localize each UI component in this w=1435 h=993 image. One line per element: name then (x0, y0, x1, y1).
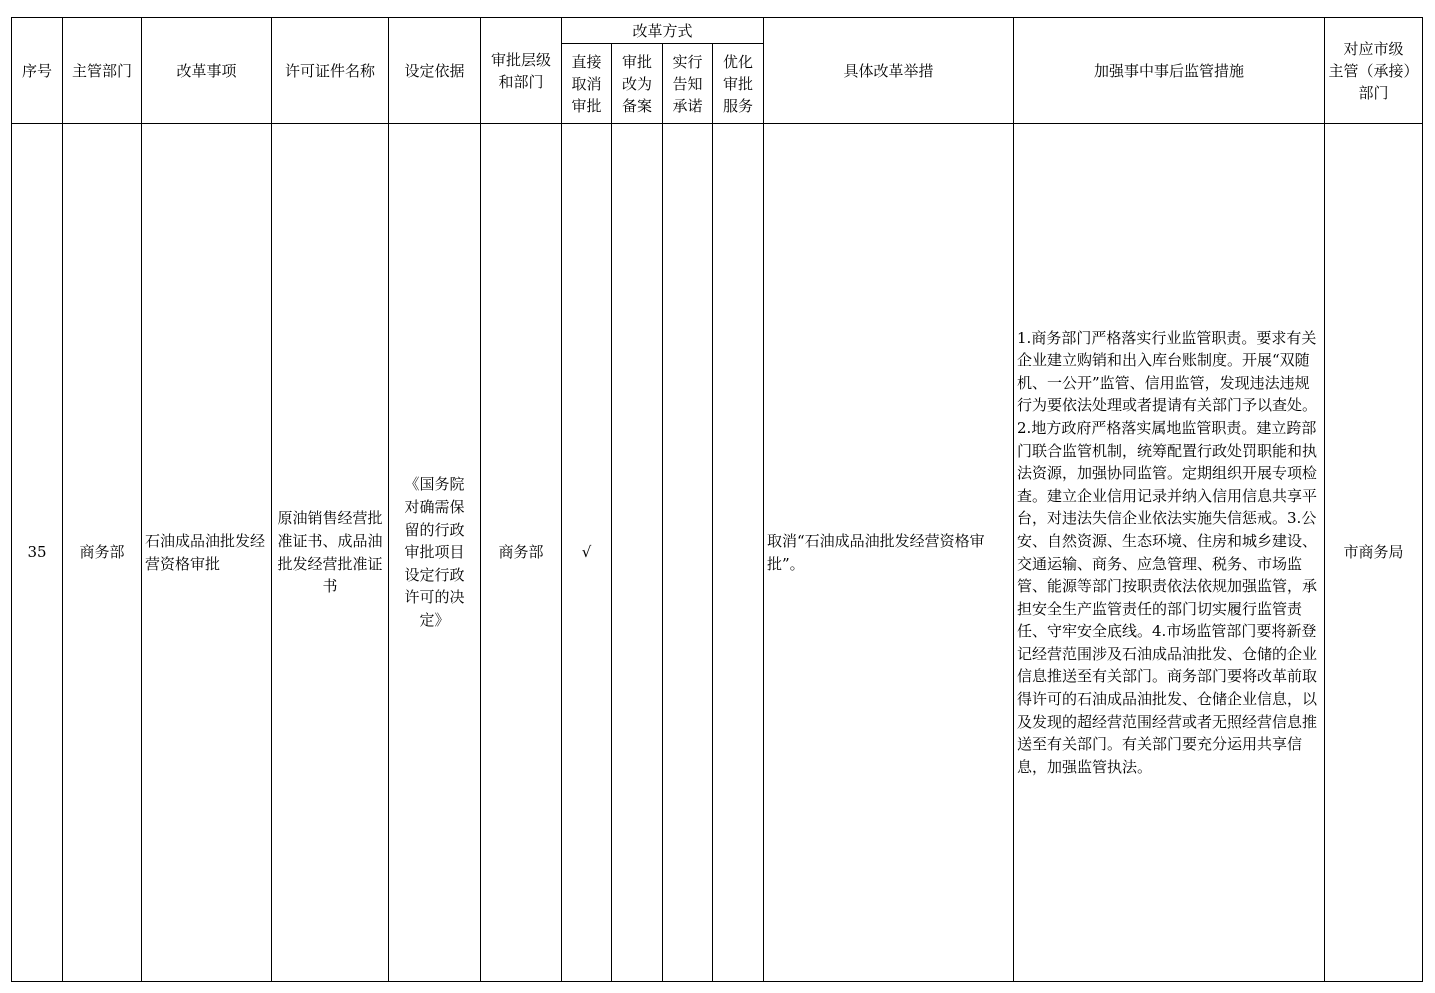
reform-table (11, 17, 1423, 982)
cell-dept: 商务部 (63, 124, 142, 982)
cell-method-cancel: √ (562, 124, 612, 982)
cell-level: 商务部 (481, 124, 562, 982)
cell-seq: 35 (12, 124, 63, 982)
header-item: 改革事项 (142, 18, 272, 124)
header-measures: 具体改革举措 (764, 18, 1014, 124)
header-license: 许可证件名称 (272, 18, 389, 124)
cell-license: 原油销售经营批准证书、成品油批发经营批准证书 (272, 124, 389, 982)
table-row (12, 124, 1423, 982)
header-reform-method: 改革方式 (562, 18, 764, 44)
cell-basis: 《国务院 对确需保 留的行政 审批项目 设定行政 许可的决 定》 (389, 124, 481, 982)
cell-method-optimize (713, 124, 764, 982)
cell-method-record (612, 124, 663, 982)
cell-supervision: 1.商务部门严格落实行业监管职责。要求有关企业建立购销和出入库台账制度。开展“双随机、一公开”监管、信用监管，发现违法违规行为要依法处理或者提请有关部门予以查处。2.地方政府严格落实属地监管职责。建立跨部门联合监管机制，统筹配置行政处罚职能和执法资源，加强协同监管。定期组织开展专项检查。建立企业信用记录并纳入信用信息共享平台，对违法失信企业依法实施失信惩戒。3.公安、自然资源、生态环境、住房和城乡建设、交通运输、商务、应急管理、税务、市场监管、能源等部门按职责依法依规加强监管，承担安全生产监管责任的部门切实履行监管责任、守牢安全底线。4.市场监管部门要将新登记经营范围涉及石油成品油批发、仓储的企业信息推送至有关部门。商务部门要将改革前取得许可的石油成品油批发、仓储企业信息，以及发现的超经营范围经营或者无照经营信息推送至有关部门。有关部门要充分运用共享信息，加强监管执法。 (1014, 124, 1325, 982)
cell-city-dept: 市商务局 (1325, 124, 1423, 982)
cell-method-notify (663, 124, 713, 982)
header-method-notify: 实行 告知 承诺 (663, 44, 713, 124)
header-method-cancel: 直接 取消 审批 (562, 44, 612, 124)
header-supervision: 加强事中事后监管措施 (1014, 18, 1325, 124)
header-method-record: 审批 改为 备案 (612, 44, 663, 124)
header-dept: 主管部门 (63, 18, 142, 124)
header-seq: 序号 (12, 18, 63, 124)
header-city-dept: 对应市级 主管（承接） 部门 (1325, 18, 1423, 124)
header-level: 审批层级 和部门 (481, 18, 562, 124)
cell-item: 石油成品油批发经营资格审批 (142, 124, 272, 982)
header-basis: 设定依据 (389, 18, 481, 124)
cell-measures: 取消“石油成品油批发经营资格审批”。 (764, 124, 1014, 982)
header-method-optimize: 优化 审批 服务 (713, 44, 764, 124)
